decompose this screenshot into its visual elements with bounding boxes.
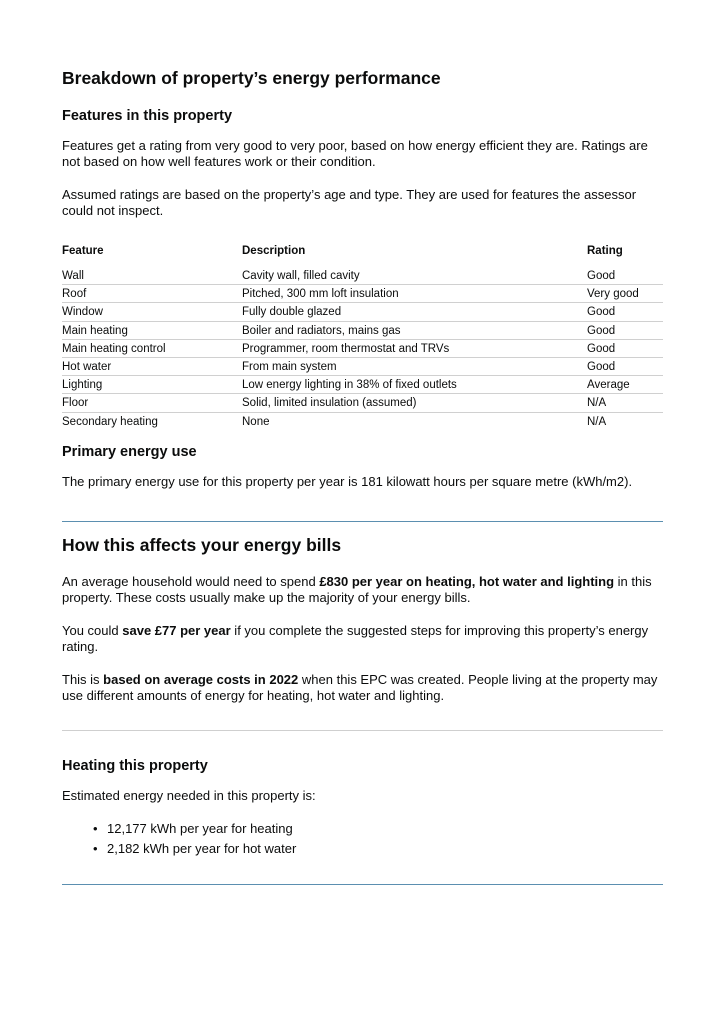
bullet-icon: • <box>93 841 98 856</box>
bills-paragraph-2 <box>62 623 663 655</box>
bills-p1-after: in this property. These costs usually make up the majority of your energy bills. <box>62 574 652 605</box>
feature-cell: Lighting <box>62 379 103 392</box>
rating-cell: Good <box>587 360 616 373</box>
list-item <box>93 819 296 839</box>
feature-cell: Hot water <box>62 360 112 373</box>
primary-energy-text: The primary energy use for this property per year is 181 kilowatt hours per square metre (kWh/m2). <box>62 474 633 489</box>
table-row <box>62 394 663 412</box>
feature-cell: Main heating control <box>62 342 166 355</box>
column-header-rating: Rating <box>587 245 623 257</box>
feature-cell: Main heating <box>62 324 128 337</box>
bills-p2-before: You could <box>62 623 123 638</box>
table-row <box>62 376 663 394</box>
feature-cell: Roof <box>62 288 87 301</box>
feature-cell: Floor <box>62 397 89 410</box>
description-cell: Cavity wall, filled cavity <box>242 270 360 282</box>
rating-cell: Very good <box>587 288 639 301</box>
description-cell: From main system <box>242 360 337 373</box>
subsection-divider <box>62 730 663 731</box>
heating-energy-list <box>62 819 296 859</box>
description-cell: None <box>242 415 270 428</box>
bills-p3-after: when this EPC was created. People living at the property may use different amounts of energy for heating, hot water and lighting. <box>62 672 658 703</box>
rating-cell: Good <box>587 270 616 282</box>
features-intro-2: Assumed ratings are based on the property’s age and type. They are used for features the assessor could not inspect. <box>62 187 637 218</box>
bills-p1-highlight: £830 per year on heating, hot water and lighting <box>319 574 615 589</box>
rating-cell: N/A <box>587 415 607 428</box>
rating-cell: N/A <box>587 397 607 410</box>
column-header-description: Description <box>242 245 306 257</box>
description-cell: Low energy lighting in 38% of fixed outlets <box>242 379 457 392</box>
primary-energy-heading: Primary energy use <box>62 444 197 460</box>
bills-paragraph-3 <box>62 672 663 704</box>
heating-intro: Estimated energy needed in this property is: <box>62 788 316 803</box>
list-item <box>93 839 297 859</box>
bills-p2-highlight: save £77 per year <box>122 623 231 638</box>
table-row <box>62 413 663 431</box>
rating-cell: Good <box>587 342 616 355</box>
feature-cell: Wall <box>62 270 84 282</box>
table-row <box>62 322 663 340</box>
bills-title: How this affects your energy bills <box>62 535 342 555</box>
table-row <box>62 285 663 303</box>
features-table <box>62 242 663 431</box>
table-row <box>62 340 663 358</box>
feature-cell: Window <box>62 306 103 319</box>
description-cell: Programmer, room thermostat and TRVs <box>242 342 450 355</box>
table-header-row <box>62 242 663 267</box>
rating-cell: Good <box>587 306 616 319</box>
table-row <box>62 303 663 321</box>
breakdown-title: Breakdown of property’s energy performance <box>62 68 441 88</box>
description-cell: Solid, limited insulation (assumed) <box>242 397 417 410</box>
rating-cell: Average <box>587 379 630 392</box>
features-intro-1: Features get a rating from very good to very poor, based on how energy efficient they are. Ratings are not based on how well features work or their condition. <box>62 138 648 169</box>
description-cell: Pitched, 300 mm loft insulation <box>242 288 399 301</box>
bills-paragraph-1 <box>62 574 663 606</box>
bills-p1-before: An average household would need to spend <box>62 574 320 589</box>
heating-heading: Heating this property <box>62 758 208 774</box>
feature-cell: Secondary heating <box>62 415 158 428</box>
bills-p3-highlight: based on average costs in 2022 <box>103 672 299 687</box>
features-heading: Features in this property <box>62 108 233 124</box>
description-cell: Fully double glazed <box>242 306 342 319</box>
bills-p3-before: This is <box>62 672 104 687</box>
section-divider <box>62 884 663 885</box>
table-row <box>62 358 663 376</box>
list-item-text: 2,182 kWh per year for hot water <box>107 841 297 856</box>
description-cell: Boiler and radiators, mains gas <box>242 324 401 337</box>
bills-p2-after: if you complete the suggested steps for improving this property’s energy rating. <box>62 623 649 654</box>
table-row <box>62 267 663 285</box>
column-header-feature: Feature <box>62 245 104 257</box>
bullet-icon: • <box>93 821 98 836</box>
list-item-text: 12,177 kWh per year for heating <box>107 821 293 836</box>
section-divider <box>62 521 663 522</box>
rating-cell: Good <box>587 324 616 337</box>
